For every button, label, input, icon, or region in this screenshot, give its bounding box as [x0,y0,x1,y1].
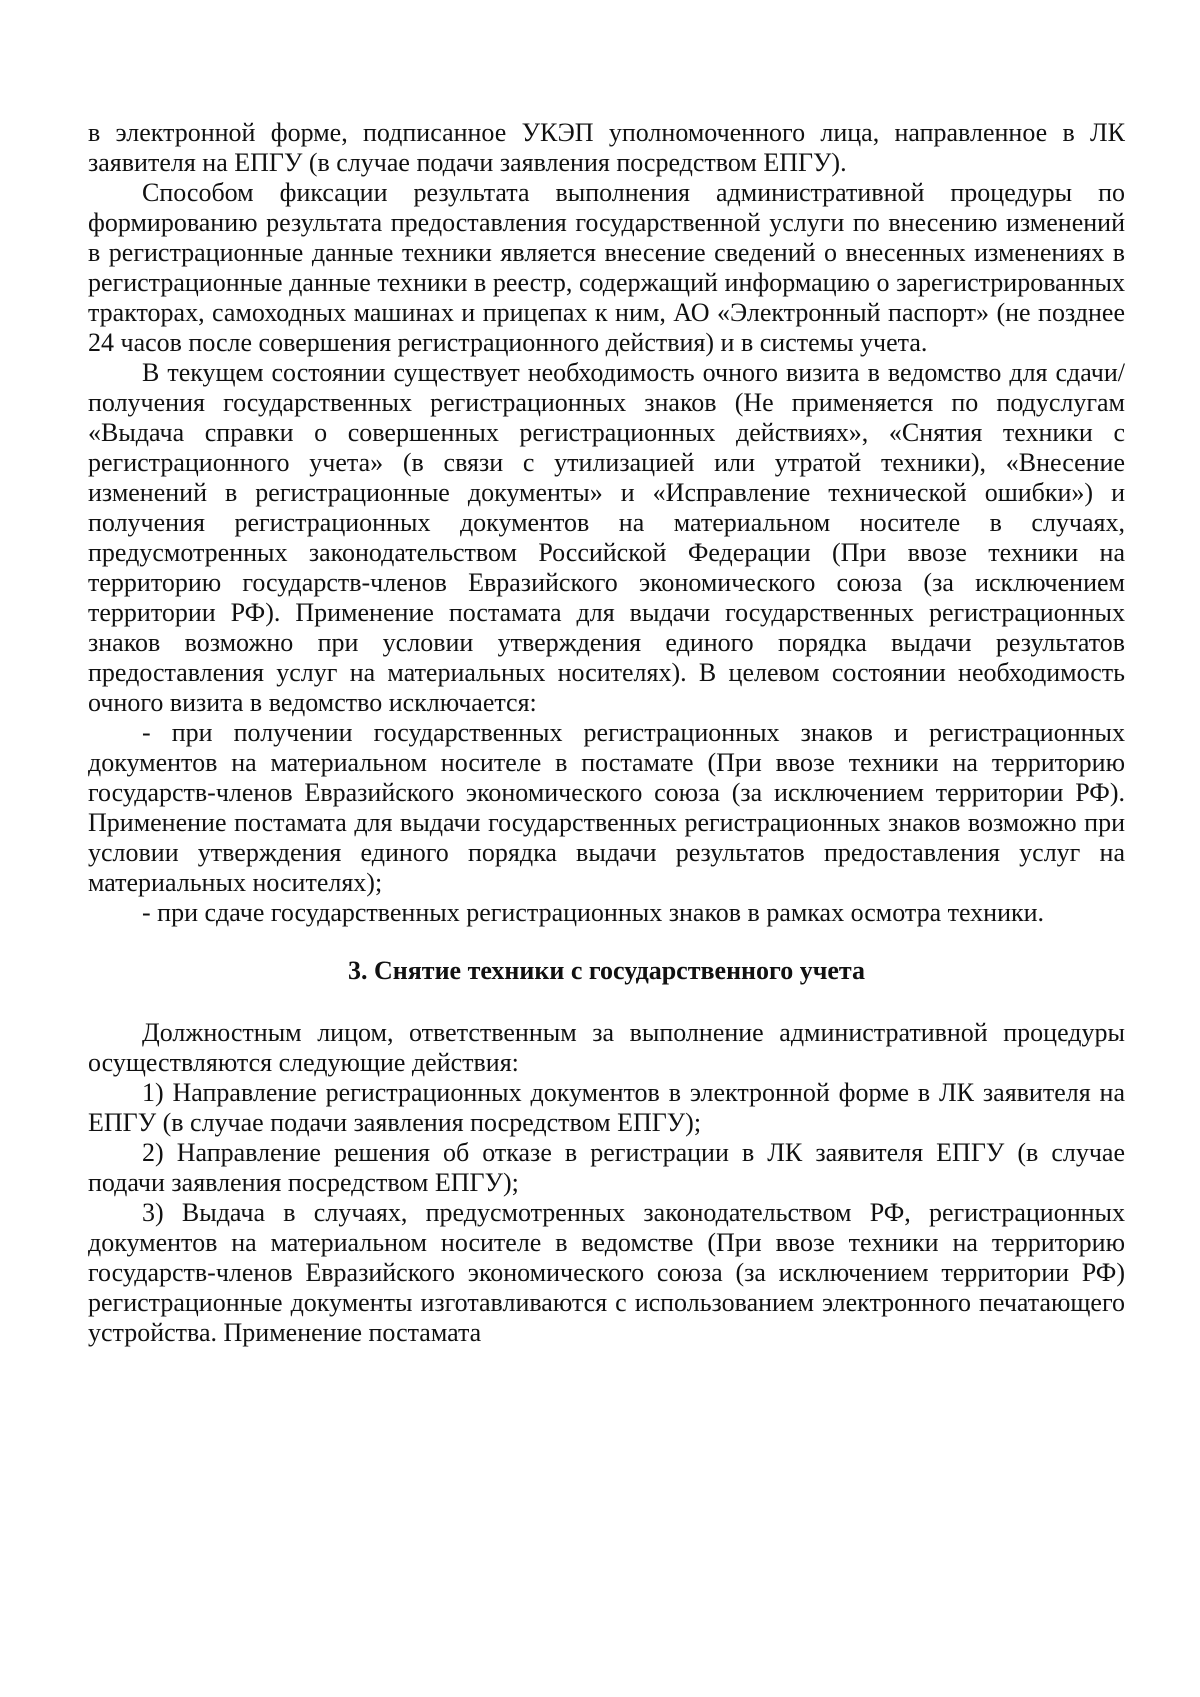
paragraph-result-fixation: Способом фиксации результата выполнения административной процедуры по формированию результата предоставления государственной услуги по внесению изменений в регистрационные данные техники является внесение сведений о внесенных изменениях в регистрационные данные техники в реестр, содержащий информацию о зарегистрированных тракторах, самоходных машинах и прицепах к ним, АО «Электронный паспорт» (не позднее 24 часов после совершения регистрационного действия) и в системы учета. [88,178,1125,357]
list-item-surrendering-plates: - при сдаче государственных регистрационных знаков в рамках осмотра техники. [142,898,1045,927]
list-item-3: 3) Выдача в случаях, предусмотренных законодательством РФ, регистрационных документов на материальном носителе в ведомстве (При ввозе техники на территорию государств-членов Евразийского экономического союза (за исключением территории РФ) регистрационные документы изготавливаются с использованием электронного печатающего устройства. Применение постамата [88,1198,1125,1347]
section-heading: 3. Снятие техники с государственного учета [347,956,865,985]
paragraph-official-actions: Должностным лицом, ответственным за выполнение административной процедуры осуществляются следующие действия: [88,1018,1125,1077]
document-page [88,118,1125,1348]
list-item-2: 2) Направление решения об отказе в регистрации в ЛК заявителя ЕПГУ (в случае подачи заявления посредством ЕПГУ); [88,1138,1125,1197]
paragraph-continuation: в электронной форме, подписанное УКЭП уполномоченного лица, направленное в ЛК заявителя на ЕПГУ (в случае подачи заявления посредством ЕПГУ). [88,118,1125,177]
list-item-1: 1) Направление регистрационных документов в электронной форме в ЛК заявителя на ЕПГУ (в случае подачи заявления посредством ЕПГУ); [88,1078,1125,1137]
paragraph-current-state: В текущем состоянии существует необходимость очного визита в ведомство для сдачи/получения государственных регистрационных знаков (Не применяется по подуслугам «Выдача справки о совершенных регистрационных действиях», «Снятия техники с регистрационного учета» (в связи с утилизацией или утратой техники), «Внесение изменений в регистрационные документы» и «Исправление технической ошибки») и получения регистрационных документов на материальном носителе в случаях, предусмотренных законодательством Российской Федерации (При ввозе техники на территорию государств-членов Евразийского экономического союза (за исключением территории РФ). Применение постамата для выдачи государственных регистрационных знаков возможно при условии утверждения единого порядка выдачи результатов предоставления услуг на материальных носителях). В целевом состоянии необходимость очного визита в ведомство исключается: [88,358,1125,717]
list-item-receiving-plates: - при получении государственных регистрационных знаков и регистрационных документов на материальном носителе в постамате (При ввозе техники на территорию государств-членов Евразийского экономического союза (за исключением территории РФ). Применение постамата для выдачи государственных регистрационных знаков возможно при условии утверждения единого порядка выдачи результатов предоставления услуг на материальных носителях); [88,718,1125,897]
